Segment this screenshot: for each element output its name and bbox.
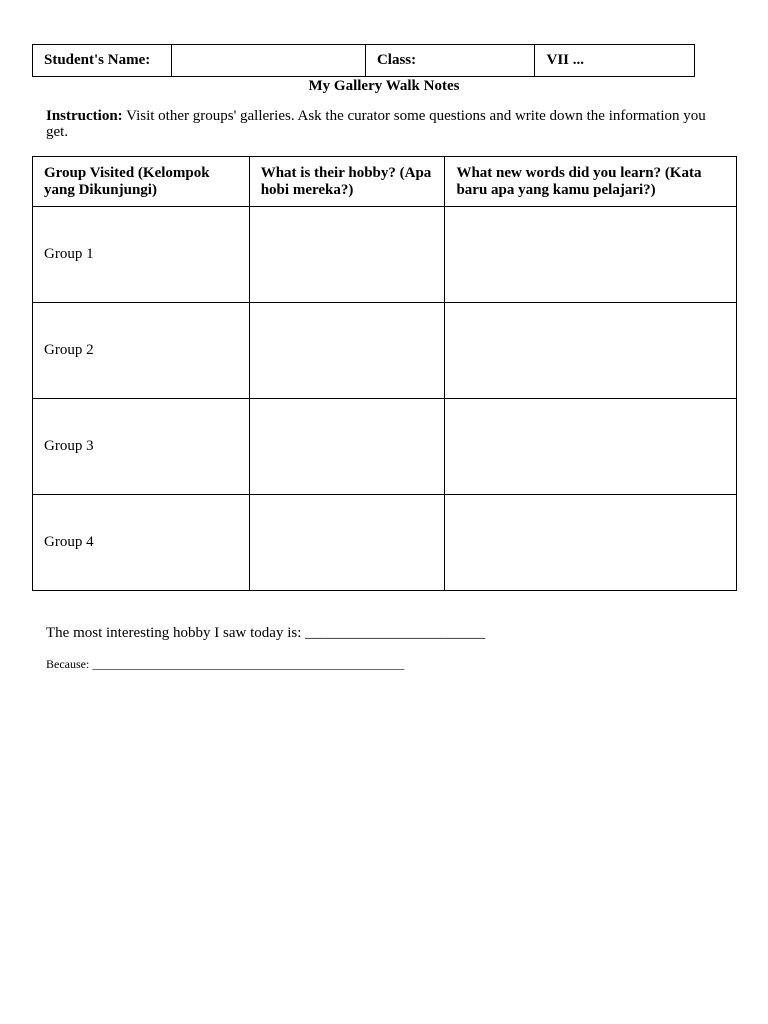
table-header-row — [33, 157, 737, 207]
student-name-label: Student's Name: — [33, 45, 172, 77]
table-row — [33, 399, 737, 495]
interesting-hobby-prompt[interactable]: The most interesting hobby I saw today is: ________________________ — [46, 625, 486, 641]
group-cell: Group 1 — [33, 207, 250, 303]
student-info-table — [32, 44, 695, 77]
class-field[interactable]: VII ... — [535, 45, 695, 77]
header-new-words: What new words did you learn? (Kata baru apa yang kamu pelajari?) — [445, 157, 737, 207]
gallery-walk-table — [32, 156, 737, 591]
hobby-cell[interactable] — [249, 399, 445, 495]
student-info-row — [33, 45, 695, 77]
hobby-cell[interactable] — [249, 207, 445, 303]
table-row — [33, 303, 737, 399]
new-words-cell[interactable] — [445, 207, 737, 303]
header-hobby: What is their hobby? (Apa hobi mereka?) — [249, 157, 445, 207]
instruction-lead: Instruction: — [46, 108, 123, 124]
table-row — [33, 495, 737, 591]
group-cell: Group 3 — [33, 399, 250, 495]
instruction-text: Visit other groups' galleries. Ask the curator some questions and write down the information you get. — [46, 108, 706, 140]
header-group-visited: Group Visited (Kelompok yang Dikunjungi) — [33, 157, 250, 207]
hobby-cell[interactable] — [249, 303, 445, 399]
new-words-cell[interactable] — [445, 303, 737, 399]
instruction-paragraph — [46, 108, 716, 140]
new-words-cell[interactable] — [445, 495, 737, 591]
new-words-cell[interactable] — [445, 399, 737, 495]
group-cell: Group 2 — [33, 303, 250, 399]
group-cell: Group 4 — [33, 495, 250, 591]
table-row — [33, 207, 737, 303]
student-name-field[interactable] — [171, 45, 365, 77]
because-prompt[interactable]: Because: ____________________________________________________ — [46, 657, 405, 671]
worksheet-title: My Gallery Walk Notes — [308, 78, 460, 94]
hobby-cell[interactable] — [249, 495, 445, 591]
class-label: Class: — [365, 45, 535, 77]
